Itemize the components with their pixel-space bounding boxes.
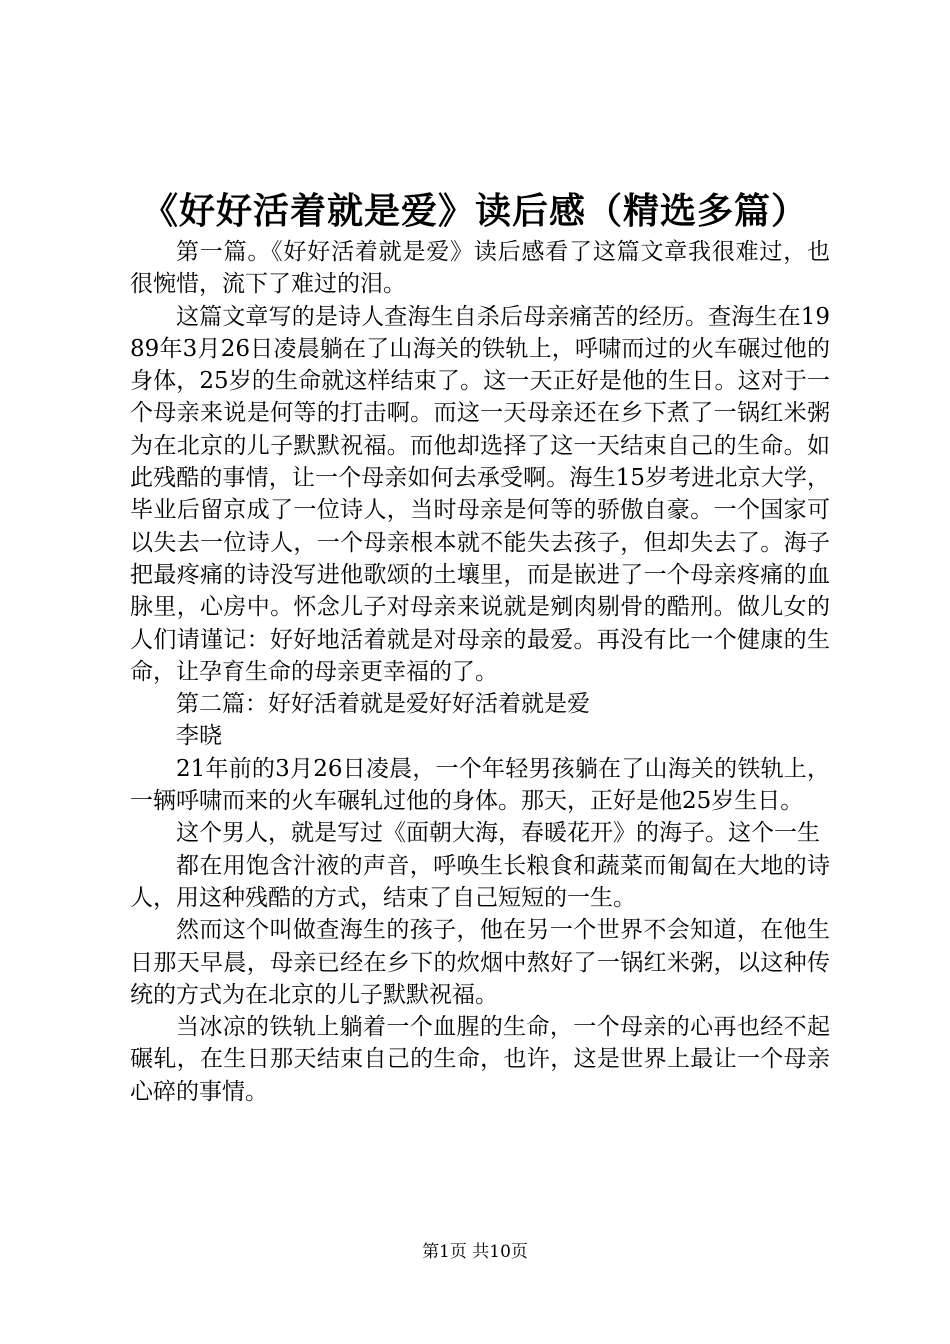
section-heading-2: 第二篇：好好活着就是爱好好活着就是爱 — [176, 691, 590, 718]
document-title: 《好好活着就是爱》读后感（精选多篇） — [141, 190, 808, 232]
document-body — [130, 236, 830, 1108]
paragraph-6: 然而这个叫做查海生的孩子，他在另一个世界不会知道，在他生日那天早晨，母亲已经在乡下的炊烟中熬好了一锅红米粥，以这种传统的方式为在北京的儿子默默祝福。 — [130, 917, 830, 1008]
paragraph-5: 都在用饱含汁液的声音，呼唤生长粮食和蔬菜而匍匐在大地的诗人，用这种残酷的方式，结束了自己短短的一生。 — [130, 852, 830, 911]
paragraph-7: 当冰凉的铁轨上躺着一个血腥的生命，一个母亲的心再也经不起碾轧，在生日那天结束自己的生命，也许，这是世界上最让一个母亲心碎的事情。 — [130, 1014, 830, 1105]
paragraph-1: 第一篇。《好好活着就是爱》读后感看了这篇文章我很难过，也很惋惜，流下了难过的泪。 — [130, 239, 830, 298]
page-number-footer: 第1页 共10页 — [422, 1242, 528, 1262]
paragraph-2: 这篇文章写的是诗人查海生自杀后母亲痛苦的经历。查海生在1989年3月26日凌晨躺在了山海关的铁轨上，呼啸而过的火车碾过他的身体，25岁的生命就这样结束了。这一天正好是他的生日。这对于一个母亲来说是何等的打击啊。而这一天母亲还在乡下煮了一锅红米粥为在北京的儿子默默祝福。而他却选择了这一天结束自己的生命。如此残酷的事情，让一个母亲如何去承受啊。海生15岁考进北京大学，毕业后留京成了一位诗人，当时母亲是何等的骄傲自豪。一个国家可以失去一位诗人，一个母亲根本就不能失去孩子，但却失去了。海子把最疼痛的诗没写进他歌颂的土壤里，而是嵌进了一个母亲疼痛的血脉里，心房中。怀念儿子对母亲来说就是剜肉剔骨的酷刑。做儿女的人们请谨记：好好地活着就是对母亲的最爱。再没有比一个健康的生命，让孕育生命的母亲更幸福的了。 — [130, 303, 830, 685]
paragraph-4: 这个男人，就是写过《面朝大海，春暖花开》的海子。这个一生 — [176, 820, 820, 847]
paragraph-3: 21年前的3月26日凌晨，一个年轻男孩躺在了山海关的铁轨上，一辆呼啸而来的火车碾轧过他的身体。那天，正好是他25岁生日。 — [130, 755, 830, 815]
author-name: 李晓 — [176, 723, 222, 750]
